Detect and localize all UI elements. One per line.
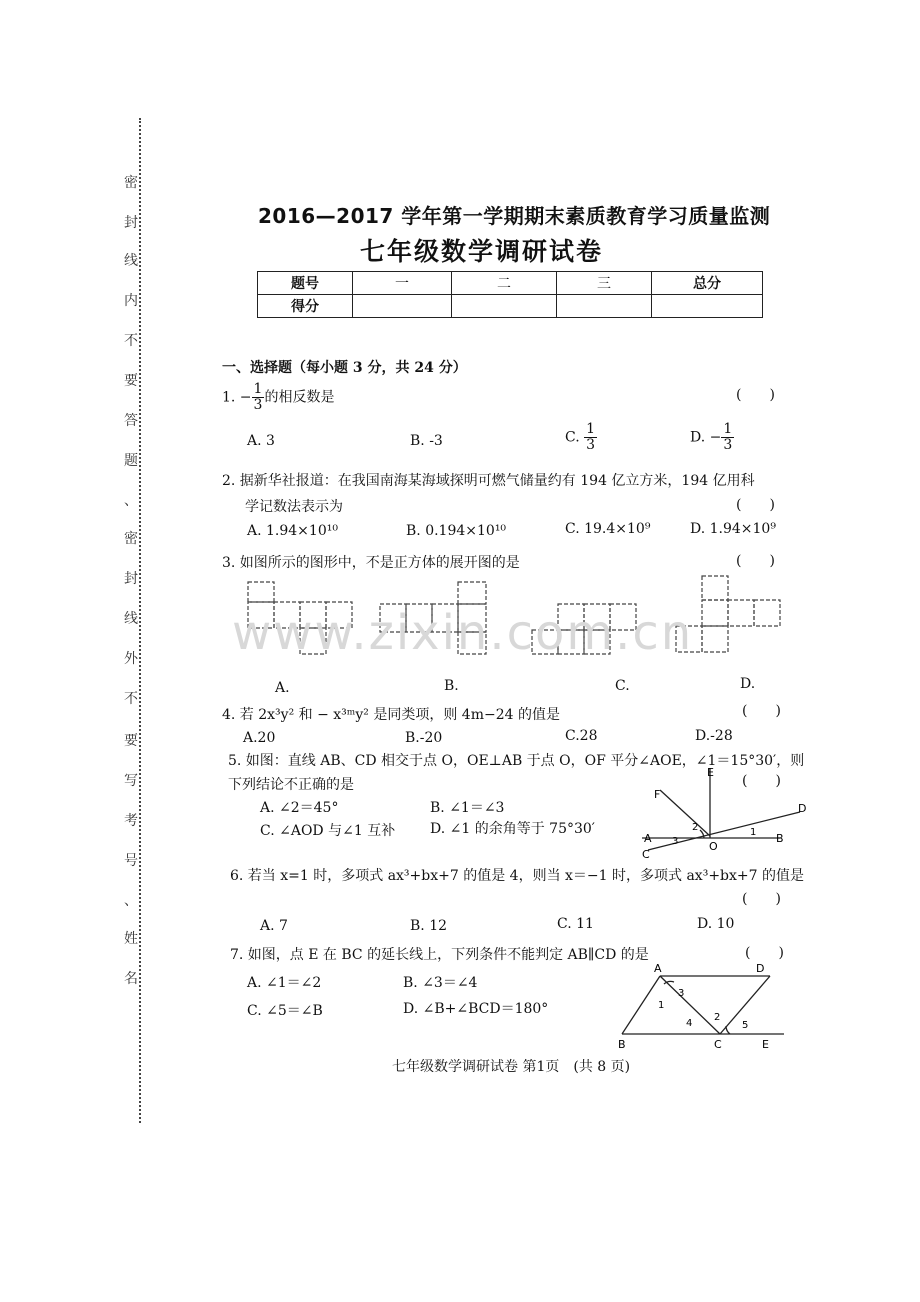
binding-char: 线 bbox=[124, 611, 138, 627]
score-input-cell[interactable] bbox=[557, 295, 652, 318]
opt-label: D. − bbox=[690, 429, 722, 446]
frac-num: 1 bbox=[586, 421, 596, 437]
score-cell: 总分 bbox=[652, 272, 763, 295]
binding-char: 姓 bbox=[124, 931, 138, 947]
fig-label: D bbox=[798, 802, 807, 815]
binding-char: 线 bbox=[124, 253, 138, 269]
section-heading: 一、选择题（每小题 3 分，共 24 分） bbox=[222, 360, 467, 376]
binding-char: 、 bbox=[124, 493, 138, 509]
answer-paren[interactable]: ( ) bbox=[736, 553, 775, 569]
answer-paren[interactable]: ( ) bbox=[742, 703, 781, 719]
watermark: www.zixin.com.cn bbox=[232, 605, 694, 661]
fig-label: 4 bbox=[686, 1018, 693, 1029]
question-5-stem: 5. 如图：直线 AB、CD 相交于点 O，OE⊥AB 于点 O，OF 平分∠AOE，∠1＝15°30′，则 bbox=[228, 753, 805, 769]
question-4-stem: 4. 若 2x³y² 和 − x³ᵐy² 是同类项，则 4m−24 的值是 bbox=[222, 707, 560, 723]
frac-den: 3 bbox=[586, 437, 596, 453]
answer-paren[interactable]: ( ) bbox=[745, 945, 784, 961]
score-cell: 三 bbox=[557, 272, 652, 295]
question-3-stem: 3. 如图所示的图形中，不是正方体的展开图的是 bbox=[222, 555, 520, 571]
q7-option-d[interactable]: D. ∠B+∠BCD＝180° bbox=[403, 1001, 549, 1017]
q3-option-a[interactable]: A. bbox=[275, 680, 290, 696]
binding-char: 答 bbox=[124, 413, 138, 429]
q3-option-c[interactable]: C. bbox=[615, 678, 630, 694]
question-6-stem: 6. 若当 x=1 时，多项式 ax³+bx+7 的值是 4，则当 x＝−1 时，多项式 ax³+bx+7 的值是 bbox=[230, 868, 804, 884]
q1-fraction bbox=[252, 382, 265, 413]
q5-figure bbox=[630, 760, 810, 860]
frac-num: 1 bbox=[723, 421, 733, 437]
fig-label: C bbox=[714, 1038, 722, 1050]
q6-option-b[interactable]: B. 12 bbox=[410, 918, 448, 934]
binding-char: 不 bbox=[124, 691, 138, 707]
question-7-stem: 7. 如图，点 E 在 BC 的延长线上，下列条件不能判定 AB∥CD 的是 bbox=[230, 947, 649, 963]
q2-option-a[interactable]: A. 1.94×10¹⁰ bbox=[247, 523, 338, 539]
answer-paren[interactable]: ( ) bbox=[742, 891, 781, 907]
answer-paren[interactable]: ( ) bbox=[736, 497, 775, 513]
q7-option-a[interactable]: A. ∠1＝∠2 bbox=[247, 975, 322, 991]
frac-den: 3 bbox=[253, 397, 263, 413]
binding-char: 封 bbox=[124, 571, 138, 587]
q6-option-a[interactable]: A. 7 bbox=[260, 918, 288, 934]
q2-option-b[interactable]: B. 0.194×10¹⁰ bbox=[406, 523, 507, 539]
question-5-stem-cont: 下列结论不正确的是 bbox=[228, 777, 354, 793]
q6-option-d[interactable]: D. 10 bbox=[697, 916, 735, 932]
binding-char: 密 bbox=[124, 175, 138, 191]
fig-label: A bbox=[654, 962, 662, 975]
fig-label: D bbox=[756, 962, 765, 975]
frac-den: 3 bbox=[723, 437, 733, 453]
q5-option-c[interactable]: C. ∠AOD 与∠1 互补 bbox=[260, 823, 396, 839]
binding-char: 要 bbox=[124, 373, 138, 389]
q6-option-c[interactable]: C. 11 bbox=[557, 916, 594, 932]
binding-char: 考 bbox=[124, 813, 138, 829]
binding-char: 封 bbox=[124, 215, 138, 231]
exam-title: 2016—2017 学年第一学期期末素质教育学习质量监测 bbox=[258, 204, 771, 228]
fig-label: 3 bbox=[678, 988, 685, 999]
fig-label: B bbox=[618, 1038, 626, 1050]
answer-paren[interactable]: ( ) bbox=[736, 387, 775, 403]
opt-label: C. bbox=[565, 429, 580, 446]
score-input-cell[interactable] bbox=[353, 295, 452, 318]
q7-figure bbox=[608, 960, 794, 1050]
q2-option-c[interactable]: C. 19.4×10⁹ bbox=[565, 521, 651, 537]
q1-text: 的相反数是 bbox=[264, 389, 335, 406]
fig-label: 2 bbox=[714, 1012, 721, 1023]
q7-option-b[interactable]: B. ∠3＝∠4 bbox=[403, 975, 478, 991]
frac-num: 1 bbox=[253, 381, 263, 397]
question-2-stem: 2. 据新华社报道：在我国南海某海域探明可燃气储量约有 194 亿立方米，194 亿用科 bbox=[222, 473, 755, 489]
binding-char: 外 bbox=[124, 651, 138, 667]
fig-label: A bbox=[644, 832, 652, 845]
q1-option-d[interactable] bbox=[690, 422, 734, 453]
q4-option-a[interactable]: A.20 bbox=[243, 730, 276, 746]
score-cell: 题号 bbox=[258, 272, 353, 295]
score-cell: 得分 bbox=[258, 295, 353, 318]
q5-option-b[interactable]: B. ∠1＝∠3 bbox=[430, 800, 505, 816]
fig-label: 1 bbox=[750, 827, 757, 838]
q7-option-c[interactable]: C. ∠5＝∠B bbox=[247, 1003, 323, 1019]
q1-option-a[interactable]: A. 3 bbox=[247, 433, 275, 449]
score-table-score-row bbox=[258, 295, 763, 318]
fig-label: E bbox=[762, 1038, 769, 1050]
answer-paren[interactable]: ( ) bbox=[742, 773, 781, 789]
fig-label: C bbox=[642, 848, 650, 860]
exam-subtitle: 七年级数学调研试卷 bbox=[360, 237, 604, 266]
score-cell: 一 bbox=[353, 272, 452, 295]
score-cell: 二 bbox=[452, 272, 557, 295]
q5-option-d[interactable]: D. ∠1 的余角等于 75°30′ bbox=[430, 821, 595, 837]
binding-char: 、 bbox=[124, 893, 138, 909]
fig-label: 3 bbox=[672, 836, 679, 847]
binding-char: 名 bbox=[124, 971, 138, 987]
score-table-header-row bbox=[258, 272, 763, 295]
page-footer: 七年级数学调研试卷 第1页 (共 8 页) bbox=[392, 1059, 631, 1075]
question-2-stem-cont: 学记数法表示为 bbox=[245, 499, 343, 515]
binding-char: 要 bbox=[124, 733, 138, 749]
fig-label: 2 bbox=[692, 822, 699, 833]
binding-char: 密 bbox=[124, 531, 138, 547]
fig-label: 1 bbox=[658, 1000, 665, 1011]
binding-char: 号 bbox=[124, 853, 138, 869]
q4-option-b[interactable]: B.-20 bbox=[405, 730, 443, 746]
question-1-stem bbox=[222, 382, 334, 413]
q5-option-a[interactable]: A. ∠2＝45° bbox=[260, 800, 339, 816]
binding-char: 题 bbox=[124, 453, 138, 469]
fig-label: E bbox=[707, 766, 714, 779]
q1-prefix: 1. − bbox=[222, 389, 252, 406]
fig-label: B bbox=[776, 832, 784, 845]
fig-label: 5 bbox=[742, 1020, 749, 1031]
fig-label: F bbox=[654, 788, 661, 801]
q1-d-fraction bbox=[721, 422, 734, 453]
q1-c-fraction bbox=[584, 422, 597, 453]
q4-option-c[interactable]: C.28 bbox=[565, 728, 598, 744]
q1-option-c[interactable] bbox=[565, 422, 597, 453]
score-input-cell[interactable] bbox=[452, 295, 557, 318]
q4-option-d[interactable]: D.-28 bbox=[695, 728, 733, 744]
q3-option-d[interactable]: D. bbox=[740, 676, 756, 692]
q3-option-b[interactable]: B. bbox=[444, 678, 459, 694]
binding-char: 写 bbox=[124, 773, 138, 789]
binding-char: 内 bbox=[124, 293, 138, 309]
q2-option-d[interactable]: D. 1.94×10⁹ bbox=[690, 521, 776, 537]
fig-label: O bbox=[709, 840, 718, 853]
binding-char: 不 bbox=[124, 333, 138, 349]
score-input-cell[interactable] bbox=[652, 295, 763, 318]
q1-option-b[interactable]: B. -3 bbox=[410, 433, 443, 449]
score-table bbox=[257, 271, 763, 318]
